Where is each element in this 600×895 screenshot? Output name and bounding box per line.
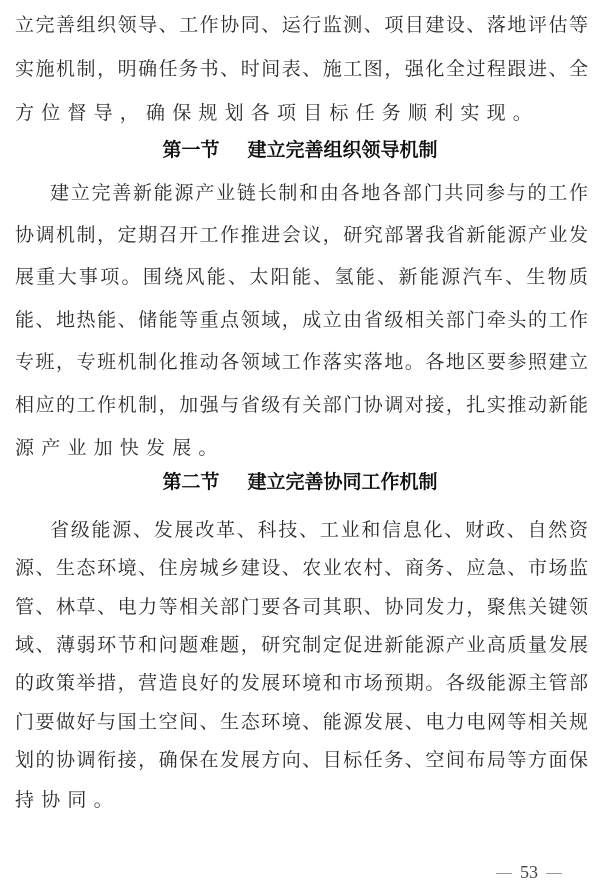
text-line: 管、林草、电力等相关部门要各司其职、协同发力，聚焦关键领: [15, 596, 588, 618]
dash-decoration: [546, 873, 562, 874]
text-line: 持协同。: [15, 789, 120, 811]
text-line: 立完善组织领导、工作协同、运行监测、项目建设、落地评估等: [15, 14, 588, 36]
text-line: 门要做好与国土空间、生态环境、能源发展、电力电网等相关规: [15, 711, 588, 733]
section-number: 第二节: [162, 471, 220, 493]
text-line: 划的协调衔接，确保在发展方向、目标任务、空间布局等方面保: [15, 749, 588, 771]
text-line: 省级能源、发展改革、科技、工业和信息化、财政、自然资: [50, 519, 588, 541]
section-title: 建立完善组织领导机制: [247, 139, 438, 161]
page-number: [488, 862, 570, 883]
page-number-text: 53: [520, 862, 538, 882]
section-heading-2: [0, 470, 600, 494]
text-line: 源、生态环境、住房城乡建设、农业农村、商务、应急、市场监: [15, 557, 588, 579]
text-line: 方位督导，确保规划各项目标任务顺利实现。: [15, 102, 540, 124]
text-line: 实施机制，明确任务书、时间表、施工图，强化全过程跟进、全: [15, 58, 588, 80]
text-line: 的政策举措，营造良好的发展环境和市场预期。各级能源主管部: [15, 672, 588, 694]
text-line: 源产业加快发展。: [15, 437, 225, 459]
text-line: 域、薄弱环节和问题难题，研究制定促进新能源产业高质量发展: [15, 634, 588, 656]
section-number: 第一节: [162, 139, 220, 161]
text-line: 相应的工作机制，加强与省级有关部门协调对接，扎实推动新能: [15, 394, 588, 416]
text-line: 能、地热能、储能等重点领域，成立由省级相关部门牵头的工作: [15, 309, 588, 331]
text-line: 展重大事项。围绕风能、太阳能、氢能、新能源汽车、生物质: [15, 266, 588, 288]
dash-decoration: [496, 873, 512, 874]
section-heading-1: [0, 138, 600, 162]
text-line: 建立完善新能源产业链长制和由各地各部门共同参与的工作: [50, 182, 588, 204]
section-title: 建立完善协同工作机制: [247, 471, 438, 493]
text-line: 专班，专班机制化推动各领域工作落实落地。各地区要参照建立: [15, 351, 588, 373]
text-line: 协调机制，定期召开工作推进会议，研究部署我省新能源产业发: [15, 224, 588, 246]
